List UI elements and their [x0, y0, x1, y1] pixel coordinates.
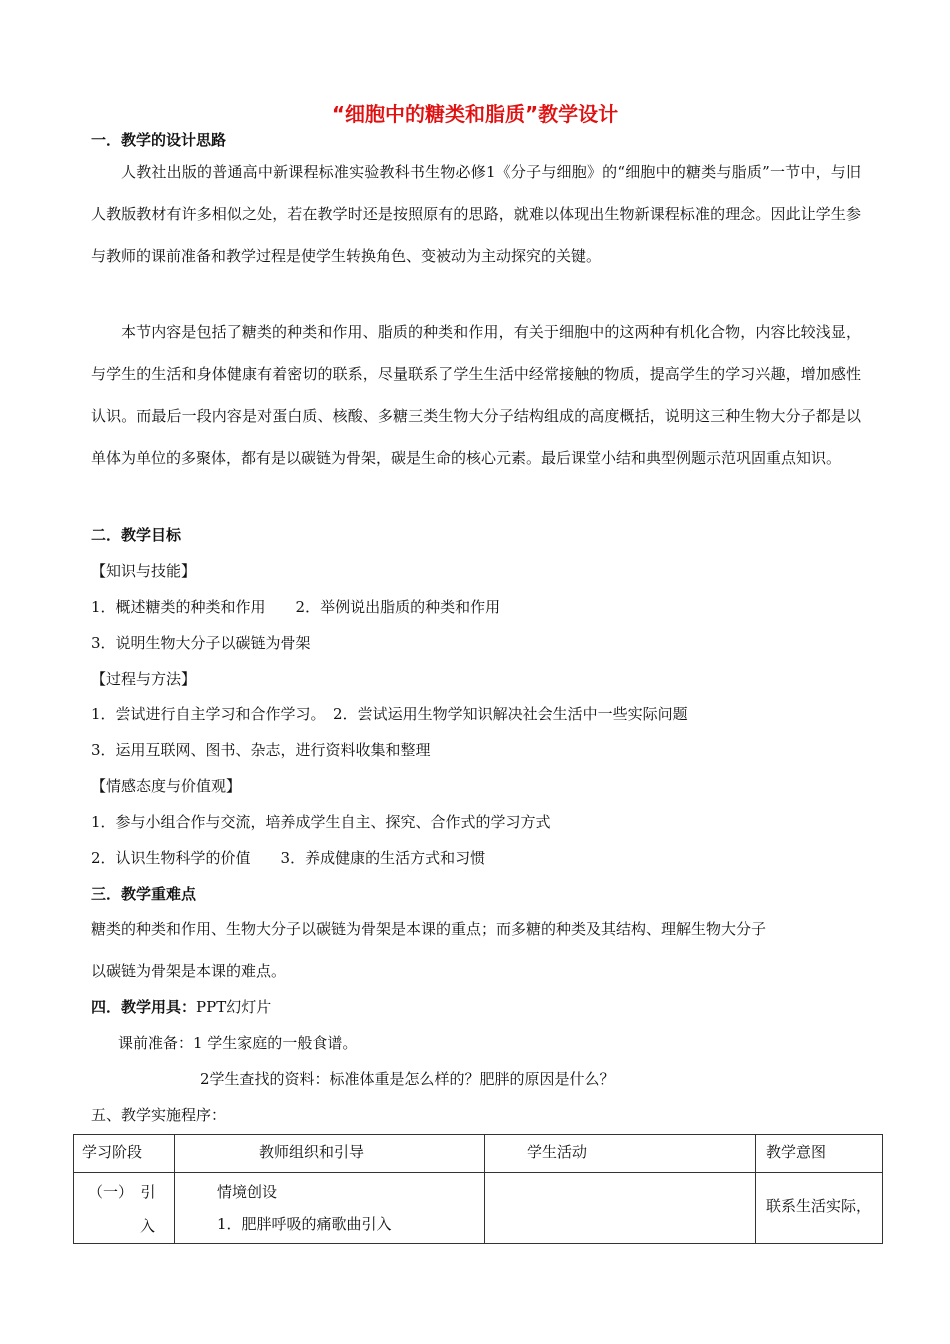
- row1-intent: [756, 1173, 883, 1244]
- process-line-2: 3．运用互联网、图书、杂志，进行资料收集和整理: [91, 741, 431, 759]
- section3-line-1: 糖类的种类和作用、生物大分子以碳链为骨架是本课的重点；而多糖的种类及其结构、理解生物大分子: [91, 920, 767, 938]
- row1-student-text: [485, 1173, 755, 1243]
- prep-line-1: 课前准备：1 学生家庭的一般食谱。: [118, 1034, 358, 1052]
- table-row: [74, 1173, 883, 1244]
- row1-intent-text: 联系生活实际，: [766, 1197, 872, 1215]
- table-header-row: [74, 1135, 883, 1173]
- section4-tools: PPT幻灯片: [196, 998, 272, 1016]
- section2-heading: 二．教学目标: [91, 526, 182, 544]
- header-intent: [756, 1135, 883, 1173]
- section1-heading: 一．教学的设计思路: [91, 131, 227, 149]
- row1-stage-line-b: 入: [140, 1217, 156, 1235]
- section4-line: [91, 996, 271, 1017]
- row1-stage-line-a: （一） 引: [88, 1183, 156, 1201]
- section4-heading: 四．教学用具：: [91, 998, 197, 1016]
- row1-teacher: [175, 1173, 485, 1244]
- header-student: [485, 1135, 756, 1173]
- header-teacher-text: 教师组织和引导: [259, 1143, 365, 1161]
- emotion-line-1: 1．参与小组合作与交流，培养成学生自主、探究、合作式的学习方式: [91, 813, 551, 831]
- document-title: “细胞中的糖类和脂质”教学设计: [331, 102, 619, 126]
- header-stage-text: 学习阶段: [82, 1143, 143, 1161]
- section1-paragraph2: 本节内容是包括了糖类的种类和作用、脂质的种类和作用，有关于细胞中的这两种有机化合物，内容比较浅显，与学生的生活和身体健康有着密切的联系，尽量联系了学生生活中经常接触的物质，提高学生的学习兴趣，增加感性认识。而最后一段内容是对蛋白质、核酸、多糖三类生物大分子结构组成的高度概括，说明这三种生物大分子都是以单体为单位的多聚体，都有是以碳链为骨架，碳是生命的核心元素。最后课堂小结和典型例题示范巩固重点知识。: [91, 323, 861, 467]
- header-stage: [74, 1135, 175, 1173]
- header-teacher: [175, 1135, 485, 1173]
- header-intent-text: 教学意图: [766, 1143, 827, 1161]
- row1-teacher-line-b: 1．肥胖呼吸的痛歌曲引入: [217, 1215, 392, 1233]
- row1-stage: [74, 1173, 175, 1244]
- section5-heading: 五、教学实施程序：: [91, 1106, 227, 1124]
- emotion-label: 【情感态度与价值观】: [91, 777, 242, 795]
- section3-line-2: 以碳链为骨架是本课的难点。: [91, 962, 287, 980]
- procedure-table: [73, 1134, 883, 1244]
- knowledge-label: 【知识与技能】: [91, 562, 197, 580]
- row1-teacher-line-a: 情境创设: [217, 1183, 278, 1201]
- process-label: 【过程与方法】: [91, 670, 197, 688]
- section1-paragraph1: 人教社出版的普通高中新课程标准实验教科书生物必修1《分子与细胞》的“细胞中的糖类与脂质”一节中，与旧人教版教材有许多相似之处，若在教学时还是按照原有的思路，就难以体现出生物新课程标准的理念。因此让学生参与教师的课前准备和教学过程是使学生转换角色、变被动为主动探究的关键。: [91, 163, 861, 265]
- knowledge-line-1: 1．概述糖类的种类和作用 2．举例说出脂质的种类和作用: [91, 598, 501, 616]
- emotion-line-2: 2．认识生物科学的价值 3．养成健康的生活方式和习惯: [91, 849, 486, 867]
- header-student-text: 学生活动: [527, 1143, 588, 1161]
- knowledge-line-2: 3．说明生物大分子以碳链为骨架: [91, 634, 311, 652]
- row1-student: [485, 1173, 756, 1244]
- process-line-1: 1．尝试进行自主学习和合作学习。 2．尝试运用生物学知识解决社会生活中一些实际问题: [91, 705, 688, 723]
- section3-heading: 三．教学重难点: [91, 885, 197, 903]
- prep-line-2: 2学生查找的资料：标准体重是怎么样的？肥胖的原因是什么？: [200, 1070, 615, 1088]
